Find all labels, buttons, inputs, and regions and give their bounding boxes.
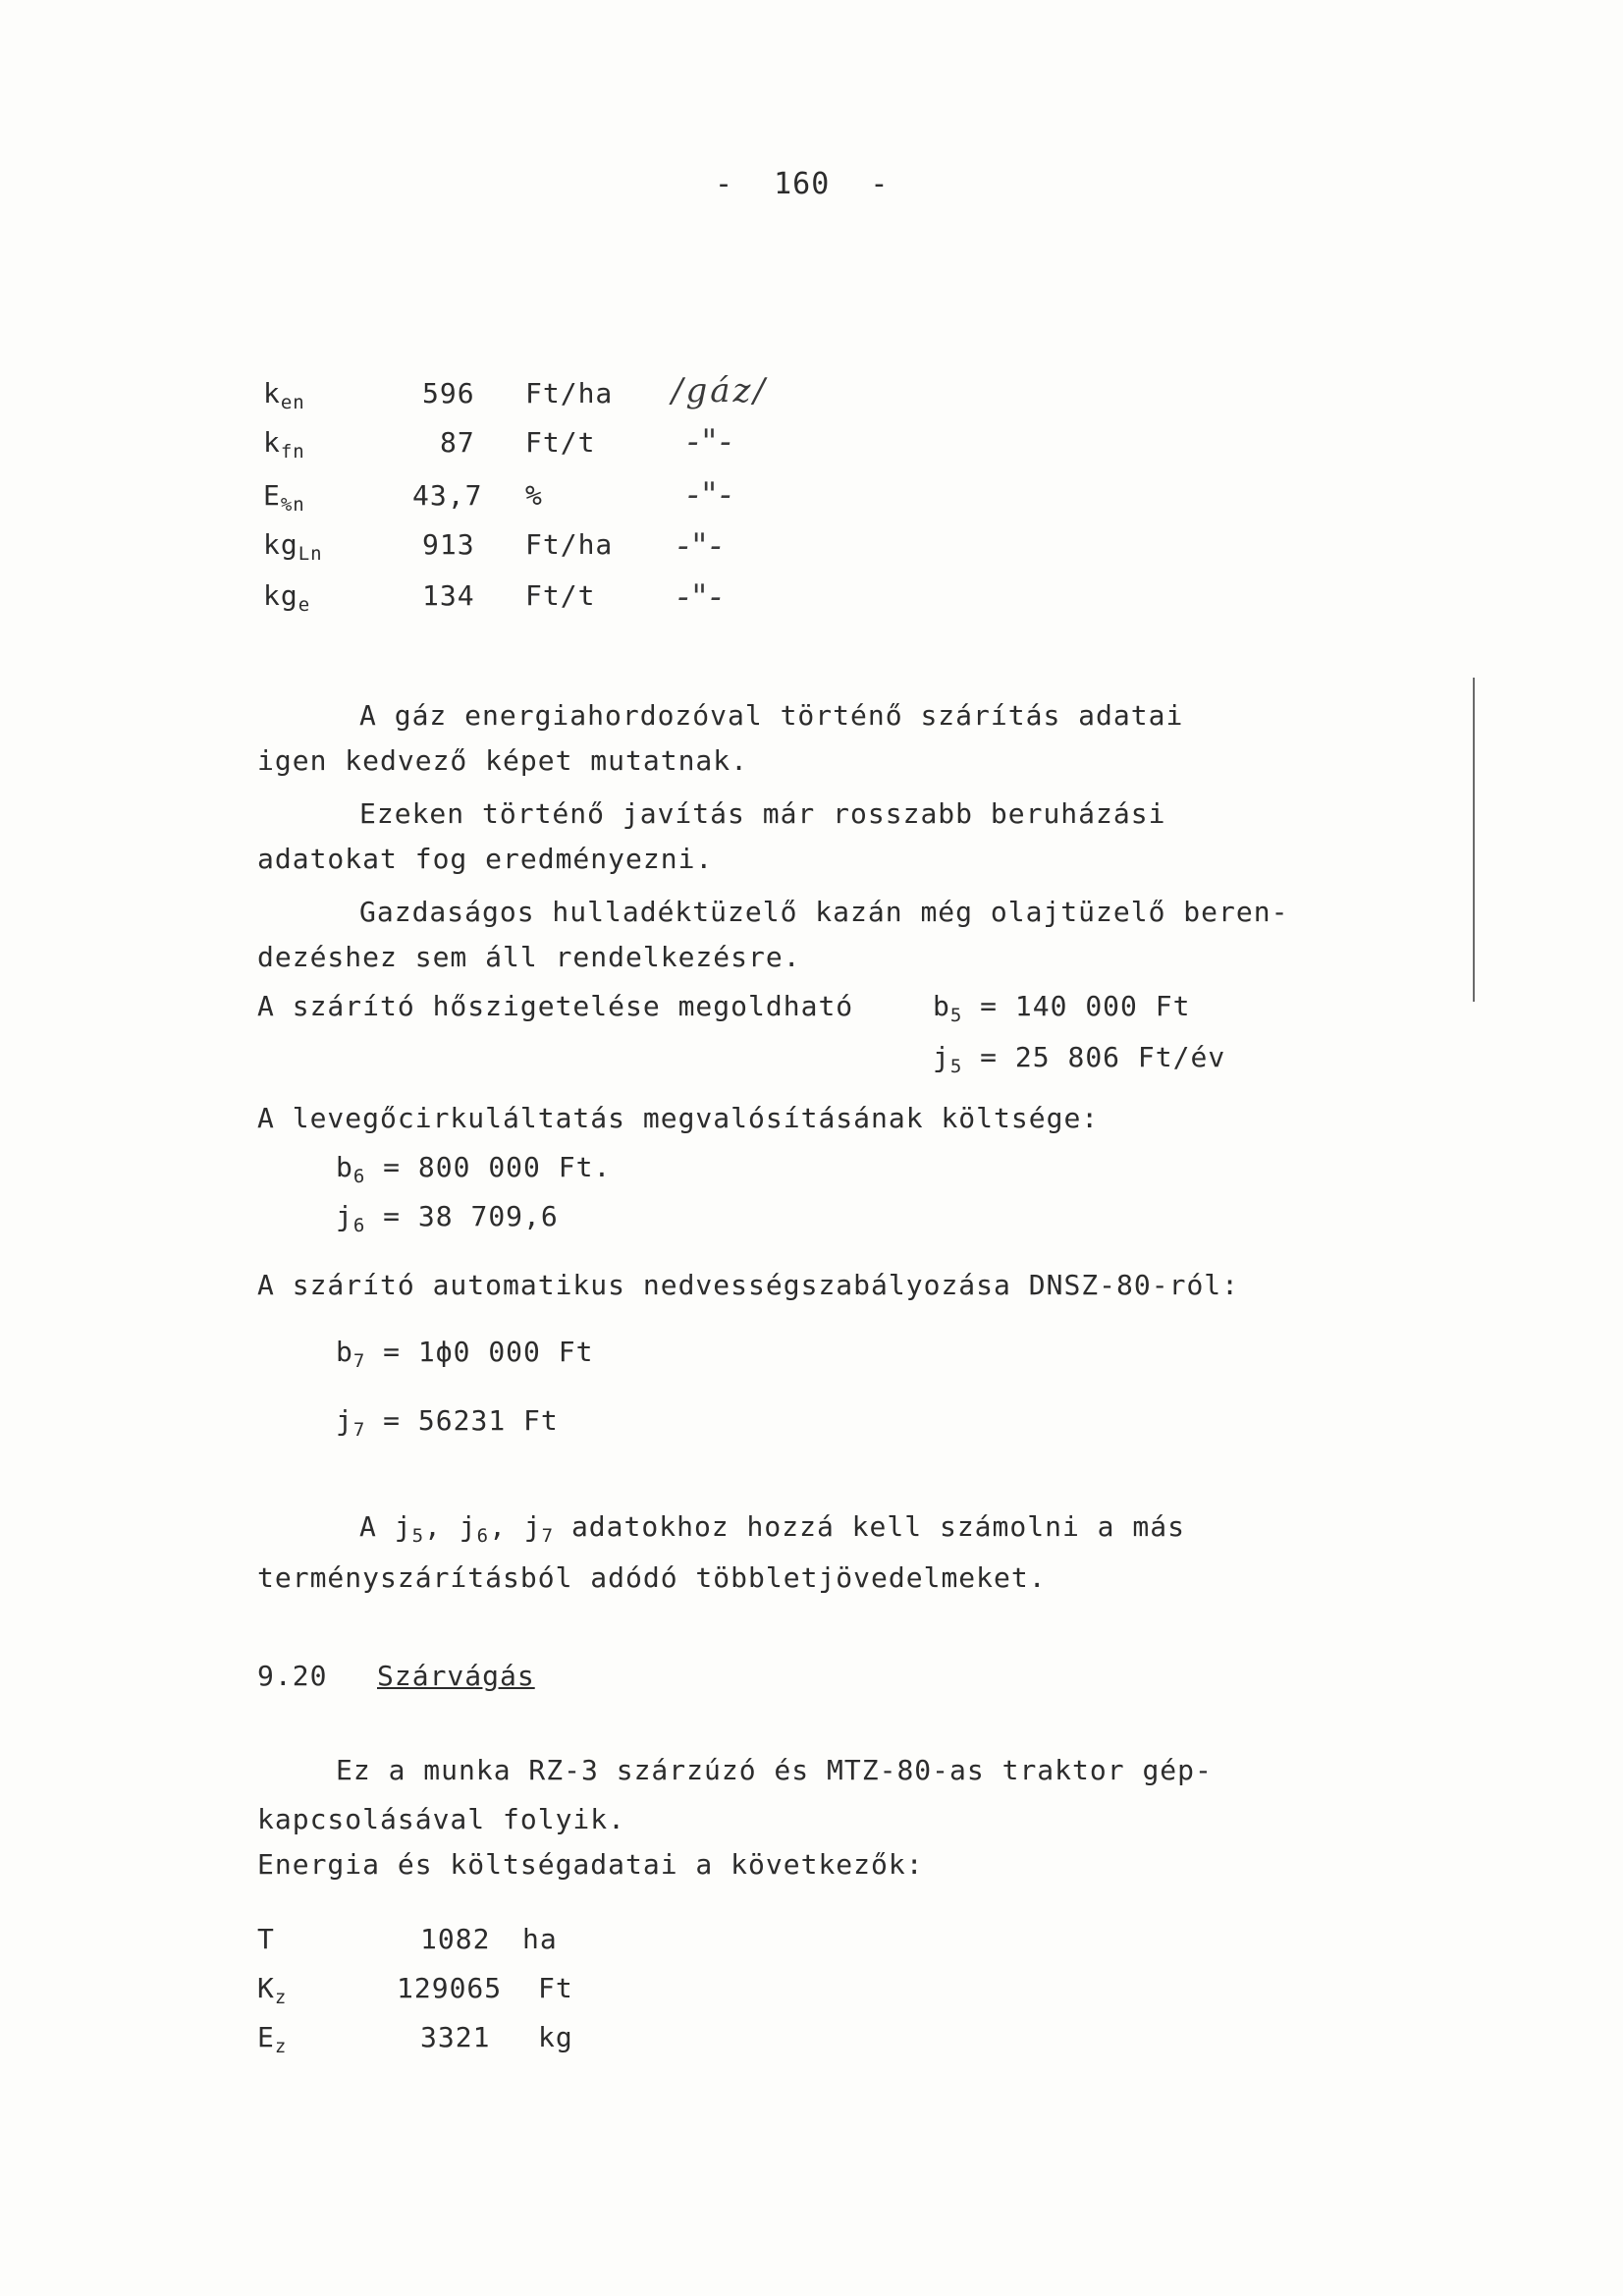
paragraph-line: A szárító automatikus nedvességszabályozása DNSZ-80-ról: <box>257 1269 1240 1301</box>
paragraph-line: Ezeken történő javítás már rosszabb beruházási <box>359 797 1166 830</box>
paragraph-line: adatokat fog eredményezni. <box>257 843 714 875</box>
formula-value: = 56231 Ft <box>383 1404 559 1437</box>
symbol: j <box>336 1200 353 1232</box>
formula-b5 <box>933 990 1191 1026</box>
symbol: k <box>263 426 281 459</box>
formula-value: = 38 709,6 <box>383 1200 559 1232</box>
subscript: 6 <box>352 1166 366 1187</box>
subscript: e <box>298 594 311 616</box>
value: 134 <box>422 579 475 612</box>
subscript: 6 <box>476 1525 490 1547</box>
symbol: k <box>263 377 281 410</box>
paragraph-line: Gazdaságos hulladéktüzelő kazán még olajtüzelő beren- <box>359 896 1289 928</box>
paragraph-line <box>359 1510 1185 1547</box>
text: A j <box>359 1510 412 1543</box>
unit: % <box>525 479 543 512</box>
paragraph-line: dezéshez sem áll rendelkezésre. <box>257 941 801 973</box>
formula-j5 <box>933 1041 1226 1077</box>
formula-b7 <box>336 1336 594 1372</box>
handwritten-ditto: -"- <box>677 526 725 566</box>
paragraph-line: Energia és költségadatai a következők: <box>257 1848 924 1881</box>
table-row <box>257 1923 275 1955</box>
paragraph-line: A gáz energiahordozóval történő szárítás adatai <box>359 699 1184 732</box>
table-row <box>263 528 323 565</box>
unit: ha <box>522 1923 558 1955</box>
value: 129065 <box>397 1972 503 2004</box>
section-title: Szárvágás <box>377 1660 535 1692</box>
formula-value: = 1ф0 000 Ft <box>383 1336 594 1368</box>
table-row <box>257 1972 288 2008</box>
section-number: 9.20 <box>257 1660 328 1692</box>
paragraph-line: A levegőcirkuláltatás megvalósításának költsége: <box>257 1102 1100 1134</box>
subscript: 7 <box>541 1525 555 1547</box>
unit: kg <box>538 2021 573 2053</box>
symbol: j <box>336 1404 353 1437</box>
subscript: %n <box>280 494 305 516</box>
paragraph-line: kapcsolásával folyik. <box>257 1803 626 1835</box>
value: 1082 <box>420 1923 491 1955</box>
subscript: 5 <box>411 1525 425 1547</box>
formula-b6 <box>336 1151 612 1187</box>
value: 3321 <box>420 2021 491 2053</box>
formula-value: = 140 000 Ft <box>980 990 1191 1022</box>
handwritten-ditto: -"- <box>687 422 734 462</box>
handwritten-ditto: -"- <box>677 577 725 617</box>
symbol: E <box>257 2021 275 2053</box>
value: 596 <box>422 377 475 410</box>
symbol: E <box>263 479 281 512</box>
symbol: kg <box>263 579 298 612</box>
text: , j <box>489 1510 542 1543</box>
margin-bracket-line <box>1473 678 1475 1002</box>
symbol: j <box>933 1041 950 1073</box>
text: , j <box>424 1510 477 1543</box>
table-row <box>263 479 305 516</box>
subscript: 7 <box>352 1350 366 1372</box>
table-row <box>263 377 305 413</box>
formula-j7 <box>336 1404 559 1441</box>
table-row <box>257 2021 288 2057</box>
symbol: b <box>933 990 950 1022</box>
subscript: z <box>274 1987 288 2008</box>
unit: Ft/ha <box>525 528 614 561</box>
symbol: T <box>257 1923 275 1955</box>
subscript: 5 <box>949 1056 963 1077</box>
paragraph-line: A szárító hőszigetelése megoldható <box>257 990 854 1022</box>
value: 43,7 <box>412 479 483 512</box>
table-row <box>263 426 305 463</box>
subscript: Ln <box>298 543 323 565</box>
symbol: K <box>257 1972 275 2004</box>
subscript: 6 <box>352 1215 366 1236</box>
symbol: kg <box>263 528 298 561</box>
table-row <box>263 579 311 616</box>
value: 913 <box>422 528 475 561</box>
unit: Ft/ha <box>525 377 614 410</box>
paragraph-line: igen kedvező képet mutatnak. <box>257 744 749 777</box>
unit: Ft/t <box>525 426 596 459</box>
symbol: b <box>336 1336 353 1368</box>
subscript: z <box>274 2036 288 2057</box>
formula-value: = 800 000 Ft. <box>383 1151 612 1183</box>
symbol: b <box>336 1151 353 1183</box>
paragraph-line: Ez a munka RZ-3 szárzúzó és MTZ-80-as traktor gép- <box>336 1754 1213 1786</box>
unit: Ft <box>538 1972 573 2004</box>
formula-value: = 25 806 Ft/év <box>980 1041 1226 1073</box>
subscript: 7 <box>352 1419 366 1441</box>
handwritten-note: /gáz/ <box>672 371 768 410</box>
subscript: en <box>280 392 305 413</box>
text: adatokhoz hozzá kell számolni a más <box>554 1510 1185 1543</box>
subscript: 5 <box>949 1005 963 1026</box>
value: 87 <box>440 426 475 459</box>
handwritten-ditto: -"- <box>687 475 734 515</box>
paragraph-line: terményszárításból adódó többletjövedelmeket. <box>257 1561 1047 1594</box>
unit: Ft/t <box>525 579 596 612</box>
page-number: - 160 - <box>715 167 890 201</box>
subscript: fn <box>280 441 305 463</box>
formula-j6 <box>336 1200 559 1236</box>
